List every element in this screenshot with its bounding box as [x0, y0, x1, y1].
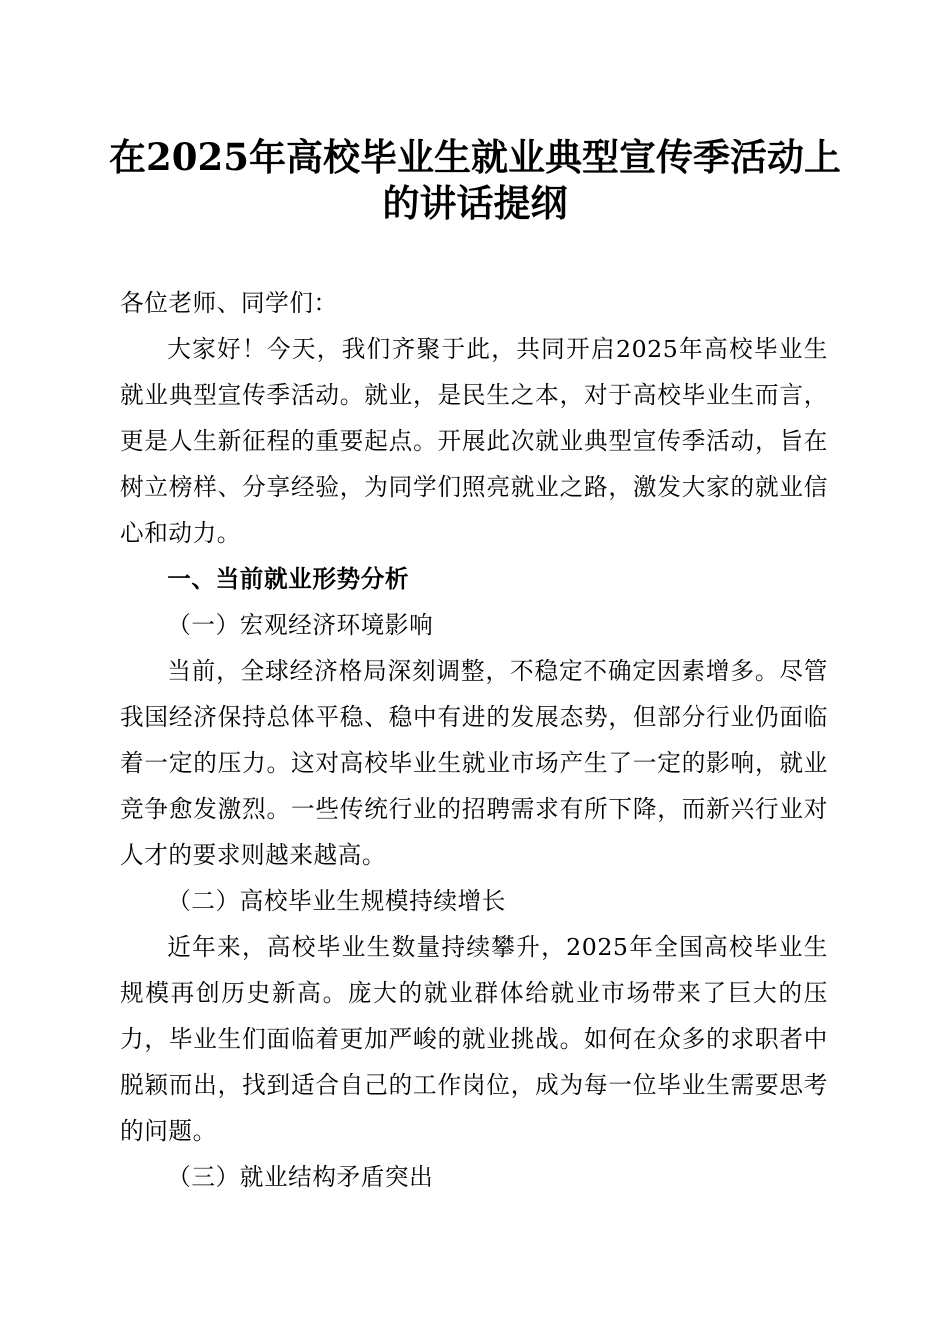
intro-paragraph: 大家好！今天，我们齐聚于此，共同开启2025年高校毕业生就业典型宣传季活动。就业，是民生之本，对于高校毕业生而言，更是人生新征程的重要起点。开展此次就业典型宣传季活动，旨在树立榜样、分享经验，为同学们照亮就业之路，激发大家的就业信心和动力。 [120, 335, 828, 547]
document-title [100, 134, 850, 226]
subsection-paragraph-2: 近年来，高校毕业生数量持续攀升，2025年全国高校毕业生规模再创历史新高。庞大的就业群体给就业市场带来了巨大的压力，毕业生们面临着更加严峻的就业挑战。如何在众多的求职者中脱颖而出，找到适合自己的工作岗位，成为每一位毕业生需要思考的问题。 [120, 933, 828, 1145]
title-line-2: 的讲话提纲 [382, 181, 568, 225]
subsection-heading-2: （二）高校毕业生规模持续增长 [167, 887, 506, 915]
salutation: 各位老师、同学们： [120, 289, 338, 317]
title-line-1: 在2025年高校毕业生就业典型宣传季活动上 [109, 135, 841, 179]
document-body [120, 280, 828, 1200]
subsection-heading-3: （三）就业结构矛盾突出 [167, 1163, 434, 1191]
subsection-heading-1: （一）宏观经济环境影响 [167, 611, 434, 639]
section-heading-1: 一、当前就业形势分析 [167, 565, 410, 593]
subsection-paragraph-1: 当前，全球经济格局深刻调整，不稳定不确定因素增多。尽管我国经济保持总体平稳、稳中有进的发展态势，但部分行业仍面临着一定的压力。这对高校毕业生就业市场产生了一定的影响，就业竞争愈发激烈。一些传统行业的招聘需求有所下降，而新兴行业对人才的要求则越来越高。 [120, 657, 828, 869]
